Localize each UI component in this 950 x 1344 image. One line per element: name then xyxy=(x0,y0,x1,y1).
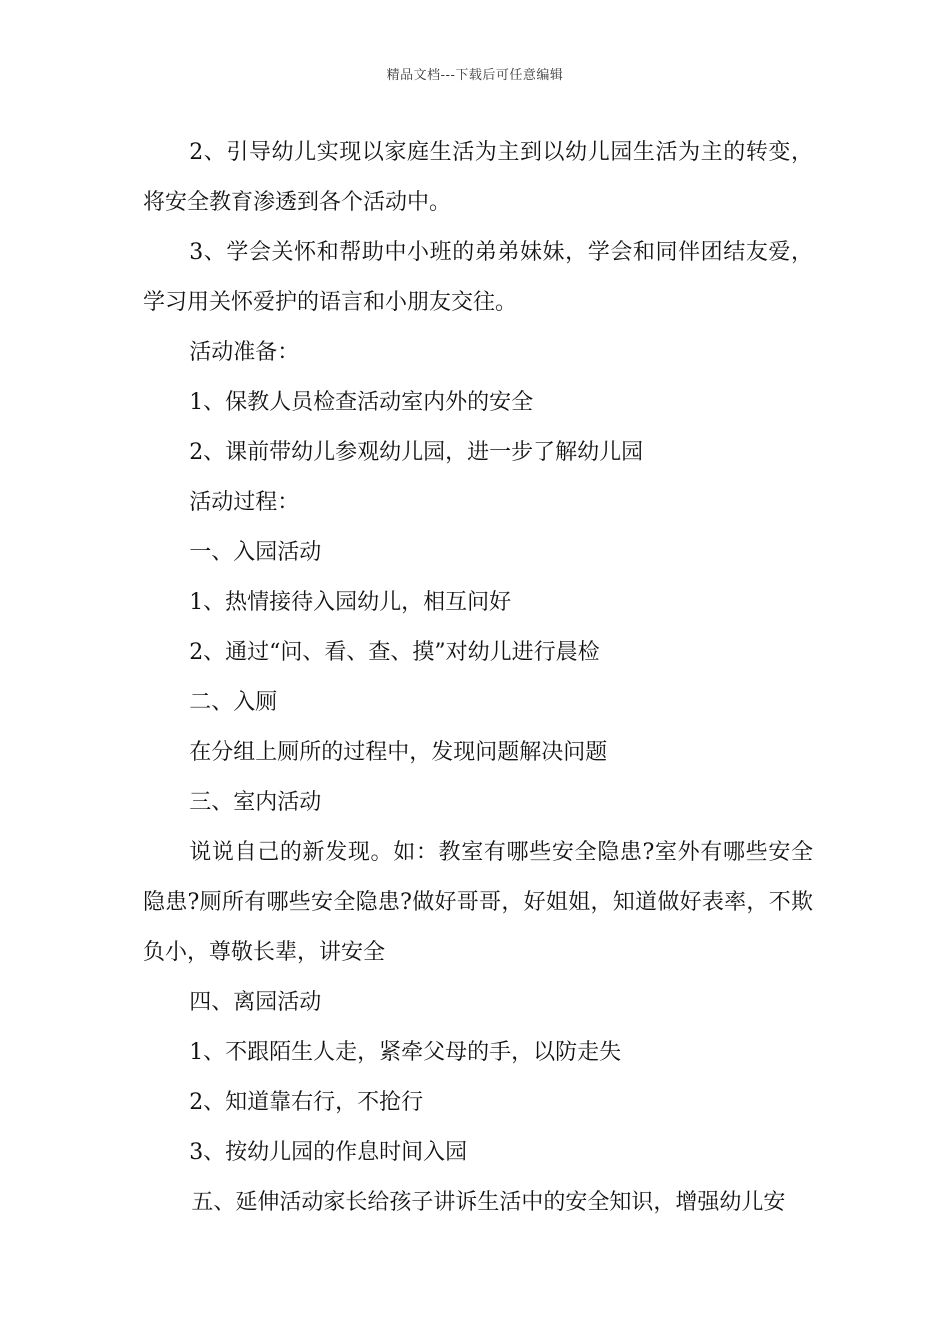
paragraph-preparation-1: 1、保教人员检查活动室内外的安全 xyxy=(189,390,534,415)
heading-section-4: 四、离园活动 xyxy=(189,990,322,1015)
paragraph-section-1-item-1: 1、热情接待入园幼儿，相互问好 xyxy=(189,590,512,615)
paragraph-section-5: 五、延伸活动家长给孩子讲诉生活中的安全知识，增强幼儿安 xyxy=(191,1190,786,1215)
paragraph-section-4-item-2: 2、知道靠右行，不抢行 xyxy=(189,1090,424,1115)
heading-section-3: 三、室内活动 xyxy=(189,790,322,815)
paragraph-section-4-item-1: 1、不跟陌生人走，紧牵父母的手，以防走失 xyxy=(189,1040,622,1065)
document-body xyxy=(143,128,813,1228)
paragraph-section-1-item-2: 2、通过“问、看、查、摸”对幼儿进行晨检 xyxy=(189,640,600,665)
heading-section-1: 一、入园活动 xyxy=(189,540,322,565)
heading-section-2: 二、入厕 xyxy=(189,690,278,715)
heading-activity-process: 活动过程： xyxy=(189,490,300,515)
paragraph-preparation-2: 2、课前带幼儿参观幼儿园，进一步了解幼儿园 xyxy=(189,440,644,465)
paragraph-section-3: 说说自己的新发现。如：教室有哪些安全隐患?室外有哪些安全隐患?厕所有哪些安全隐患?做好哥哥，好姐姐，知道做好表率，不欺负小，尊敬长辈，讲安全 xyxy=(143,840,813,965)
paragraph-section-4-item-3: 3、按幼儿园的作息时间入园 xyxy=(189,1140,468,1165)
page-header: 精品文档---下载后可任意编辑 xyxy=(386,68,564,83)
paragraph-goal-2: 2、引导幼儿实现以家庭生活为主到以幼儿园生活为主的转变，将安全教育渗透到各个活动中。 xyxy=(143,140,813,215)
paragraph-section-2: 在分组上厕所的过程中，发现问题解决问题 xyxy=(189,740,608,765)
paragraph-goal-3: 3、学会关怀和帮助中小班的弟弟妹妹，学会和同伴团结友爱，学习用关怀爱护的语言和小朋友交往。 xyxy=(143,240,813,315)
heading-activity-preparation: 活动准备： xyxy=(189,340,300,365)
